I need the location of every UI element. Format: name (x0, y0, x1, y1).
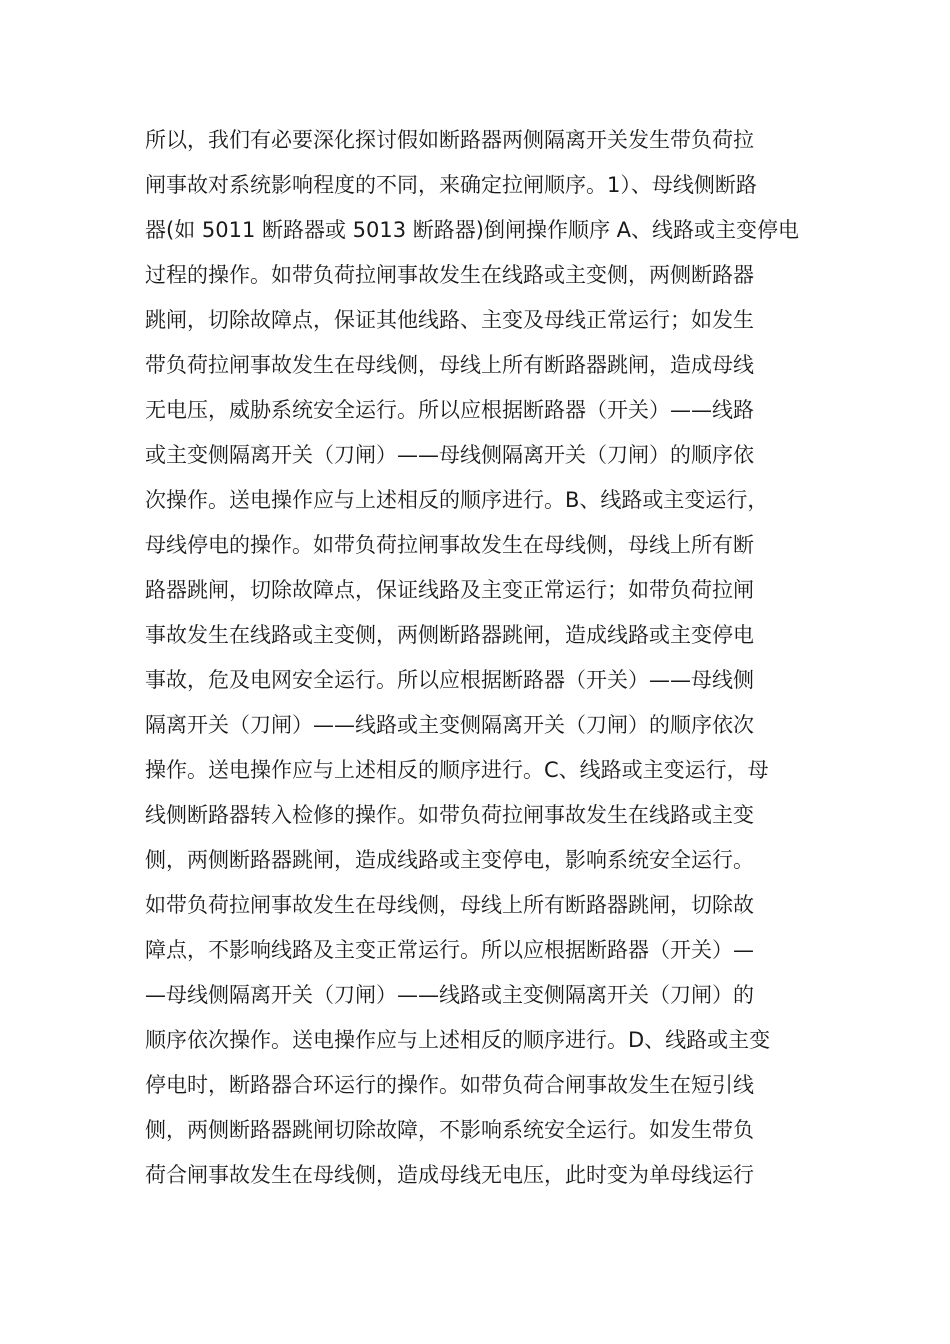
text-line: 或主变侧隔离开关（刀闸）——母线侧隔离开关（刀闸）的顺序依 (145, 443, 754, 467)
text-line: 事故发生在线路或主变侧，两侧断路器跳闸，造成线路或主变停电 (145, 623, 754, 647)
text-line: 隔离开关（刀闸）——线路或主变侧隔离开关（刀闸）的顺序依次 (145, 713, 754, 737)
text-line: 侧，两侧断路器跳闸切除故障，不影响系统安全运行。如发生带负 (145, 1118, 754, 1142)
text-line: 障点，不影响线路及主变正常运行。所以应根据断路器（开关）— (145, 938, 754, 962)
text-line: 线侧断路器转入检修的操作。如带负荷拉闸事故发生在线路或主变 (145, 803, 754, 827)
text-line: 闸事故对系统影响程度的不同，来确定拉闸顺序。1）、母线侧断路 (145, 173, 757, 197)
text-line: 路器跳闸，切除故障点，保证线路及主变正常运行；如带负荷拉闸 (145, 578, 754, 602)
text-line: 荷合闸事故发生在母线侧，造成母线无电压，此时变为单母线运行 (145, 1163, 754, 1187)
text-line: 顺序依次操作。送电操作应与上述相反的顺序进行。D、线路或主变 (145, 1028, 771, 1052)
text-line: 带负荷拉闸事故发生在母线侧，母线上所有断路器跳闸，造成母线 (145, 353, 754, 377)
text-line: 所以，我们有必要深化探讨假如断路器两侧隔离开关发生带负荷拉 (145, 128, 754, 152)
body-paragraph (145, 118, 807, 1198)
text-line: 操作。送电操作应与上述相反的顺序进行。C、线路或主变运行，母 (145, 758, 769, 782)
text-line: 无电压，威胁系统安全运行。所以应根据断路器（开关）——线路 (145, 398, 754, 422)
text-line: 侧，两侧断路器跳闸，造成线路或主变停电，影响系统安全运行。 (145, 848, 754, 872)
text-line: 次操作。送电操作应与上述相反的顺序进行。B、线路或主变运行， (145, 488, 769, 512)
text-line: 事故，危及电网安全运行。所以应根据断路器（开关）——母线侧 (145, 668, 754, 692)
text-line: 如带负荷拉闸事故发生在母线侧，母线上所有断路器跳闸，切除故 (145, 893, 754, 917)
text-line: 过程的操作。如带负荷拉闸事故发生在线路或主变侧，两侧断路器 (145, 263, 754, 287)
text-line: 器(如 5011 断路器或 5013 断路器)倒闸操作顺序 A、线路或主变停电 (145, 218, 800, 242)
text-line: —母线侧隔离开关（刀闸）——线路或主变侧隔离开关（刀闸）的 (145, 983, 754, 1007)
text-line: 停电时，断路器合环运行的操作。如带负荷合闸事故发生在短引线 (145, 1073, 754, 1097)
text-line: 母线停电的操作。如带负荷拉闸事故发生在母线侧，母线上所有断 (145, 533, 754, 557)
text-line: 跳闸，切除故障点，保证其他线路、主变及母线正常运行；如发生 (145, 308, 754, 332)
